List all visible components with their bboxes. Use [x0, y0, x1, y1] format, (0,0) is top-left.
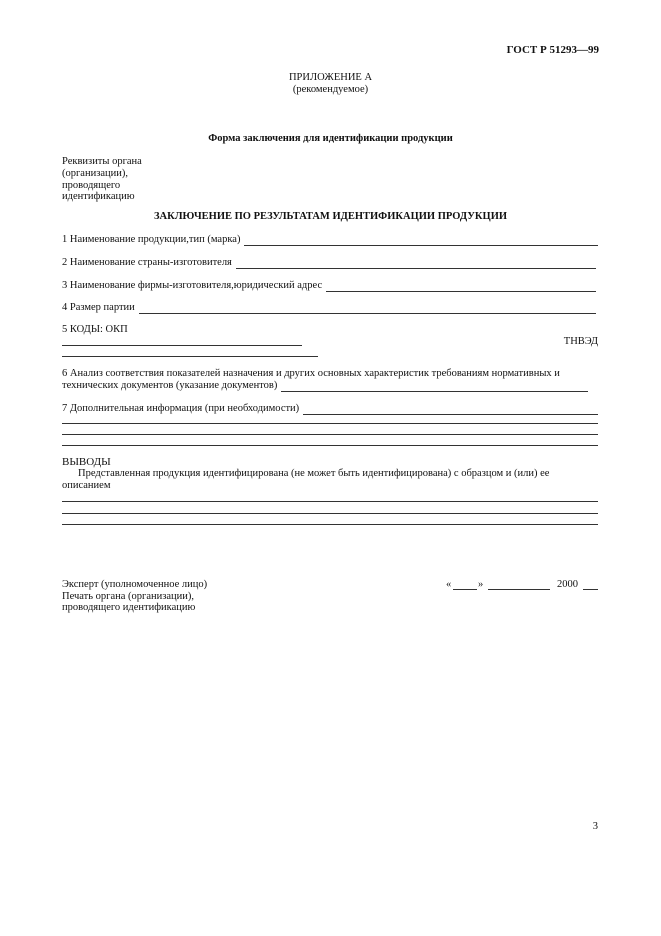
date-day-input[interactable]: [453, 589, 477, 590]
field-additional-info-line-3[interactable]: [62, 434, 598, 435]
document-code: ГОСТ Р 51293—99: [506, 44, 599, 56]
field-additional-info-input[interactable]: [303, 405, 598, 415]
field-batch-size-input[interactable]: [139, 304, 596, 314]
field-tnved-label: ТНВЭД: [563, 336, 598, 347]
field-additional-info: [62, 403, 598, 415]
requisites-line-4: идентификацию: [62, 191, 135, 202]
conclusion-title: ЗАКЛЮЧЕНИЕ ПО РЕЗУЛЬТАТАМ ИДЕНТИФИКАЦИИ ПРОДУКЦИИ: [153, 211, 508, 222]
field-product-name-label: 1 Наименование продукции,тип (марка): [62, 234, 241, 245]
conclusions-text-1: Представленная продукция идентифицирована (не может быть идентифицирована) с образцом и (или) ее: [78, 468, 550, 479]
stamp-label-1: Печать органа (организации),: [62, 591, 195, 602]
field-country: [62, 257, 596, 269]
conclusions-title: ВЫВОДЫ: [62, 456, 111, 468]
field-batch-size: [62, 302, 596, 314]
field-batch-size-label: 4 Размер партии: [62, 302, 135, 313]
form-title: Форма заключения для идентификации продукции: [208, 133, 453, 144]
requisites-line-2: (организации),: [62, 168, 128, 179]
conclusions-text-2: описанием: [62, 480, 111, 491]
page-number: 3: [592, 821, 598, 832]
date-month-input[interactable]: [488, 589, 550, 590]
field-okp-input-2[interactable]: [62, 356, 318, 357]
field-additional-info-line-2[interactable]: [62, 423, 598, 424]
field-analysis-label-1: 6 Анализ соответствия показателей назначения и других основных характеристик требованиям нормативных и: [62, 368, 560, 379]
conclusions-line-2[interactable]: [62, 513, 598, 514]
date-year-suffix-input[interactable]: [583, 589, 598, 590]
field-analysis-input[interactable]: [281, 382, 588, 392]
date-close-quote: »: [478, 579, 484, 590]
field-analysis: [62, 380, 588, 392]
appendix-title: ПРИЛОЖЕНИЕ А: [288, 72, 373, 83]
field-additional-info-line-4[interactable]: [62, 445, 598, 446]
date-open-quote: «: [446, 579, 452, 590]
field-product-name: [62, 234, 598, 246]
field-product-name-input[interactable]: [244, 236, 598, 246]
expert-label: Эксперт (уполномоченное лицо): [62, 579, 208, 590]
field-manufacturer: [62, 280, 596, 292]
conclusions-line-1[interactable]: [62, 501, 598, 502]
field-codes-label: 5 КОДЫ: ОКП: [62, 324, 128, 335]
date-year: 2000: [557, 579, 578, 590]
field-country-label: 2 Наименование страны-изготовителя: [62, 257, 232, 268]
conclusions-line-3[interactable]: [62, 524, 598, 525]
field-okp-input-1[interactable]: [62, 345, 302, 346]
stamp-label-2: проводящего идентификацию: [62, 602, 196, 613]
field-country-input[interactable]: [236, 259, 596, 269]
appendix-subtitle: (рекомендуемое): [292, 84, 369, 95]
field-analysis-label-2: технических документов (указание документов): [62, 380, 278, 391]
field-manufacturer-input[interactable]: [326, 282, 596, 292]
field-additional-info-label: 7 Дополнительная информация (при необходимости): [62, 403, 300, 414]
requisites-line-3: проводящего: [62, 180, 121, 191]
requisites-line-1: Реквизиты органа: [62, 156, 142, 167]
field-manufacturer-label: 3 Наименование фирмы-изготовителя,юридический адрес: [62, 280, 323, 291]
